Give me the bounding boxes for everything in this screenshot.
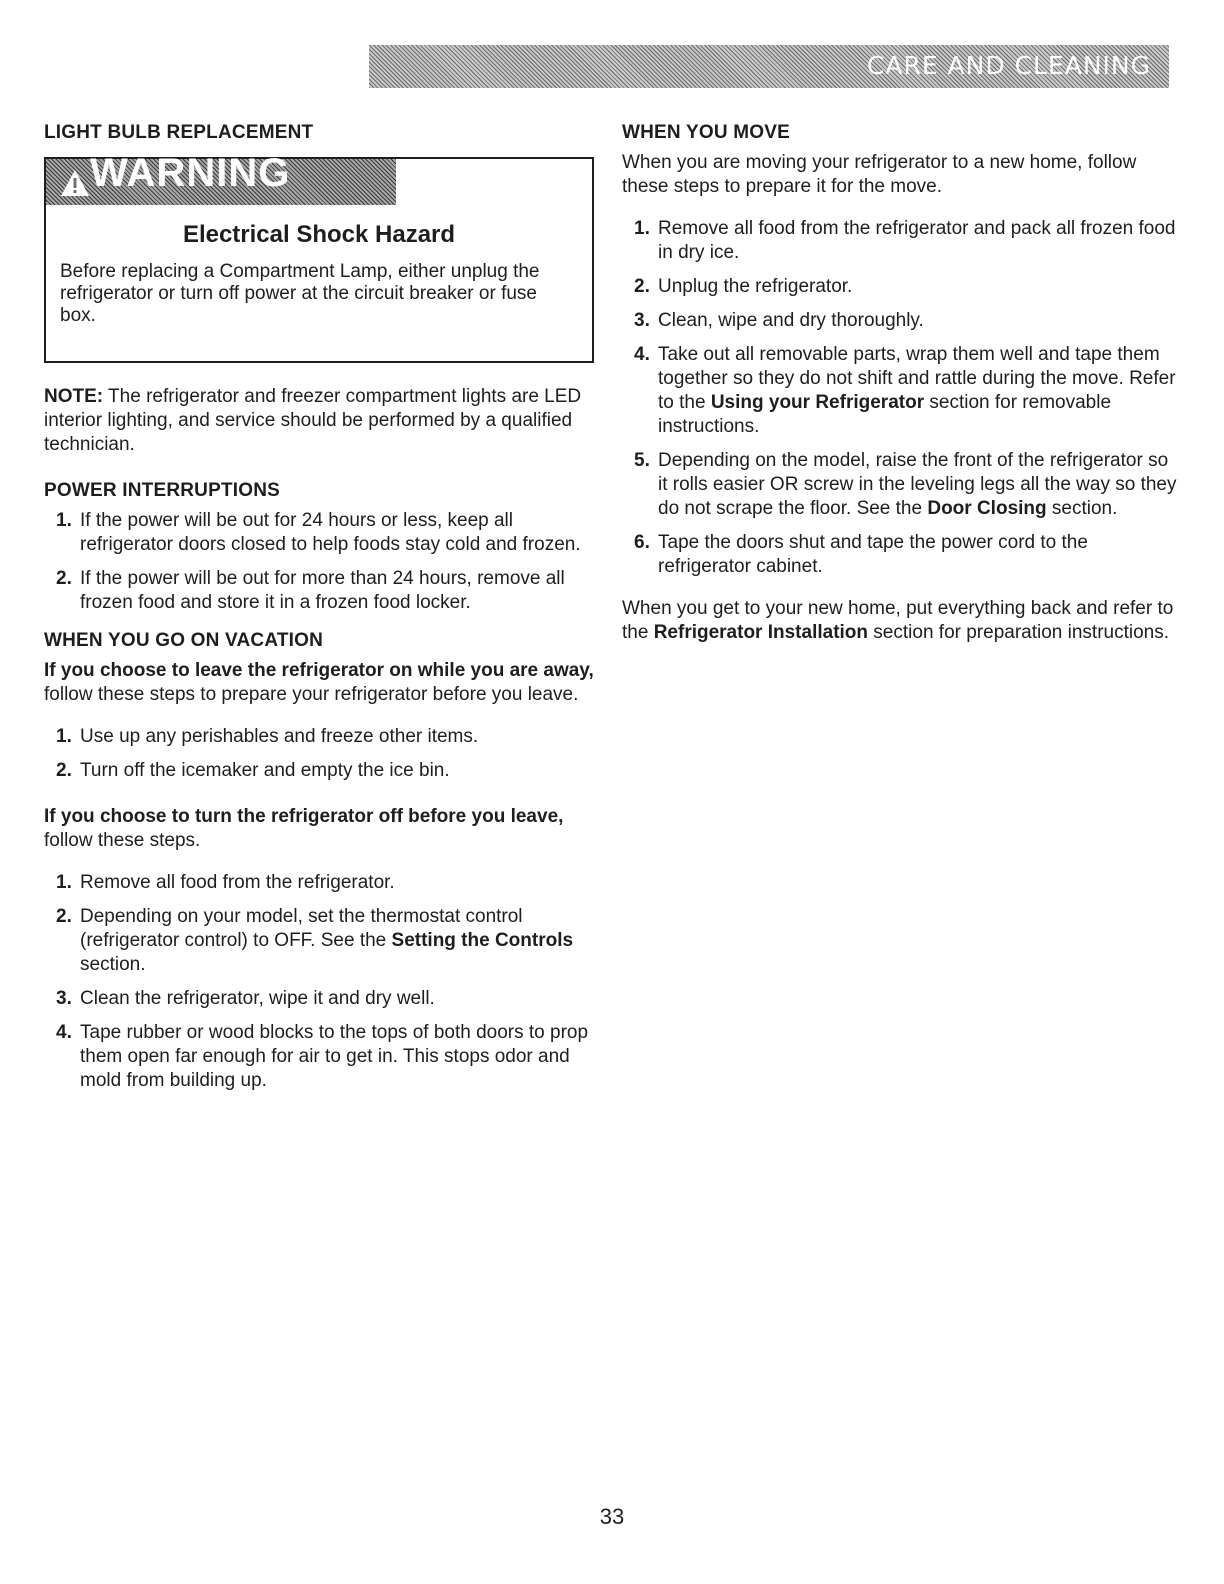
vacation-off-list [44, 871, 594, 1093]
vacation-off-lead-text: follow these steps. [44, 830, 201, 851]
warning-box [44, 151, 594, 363]
vacation-on-lead-text: follow these steps to prepare your refrigerator before you leave. [44, 684, 579, 705]
move-heading: WHEN YOU MOVE [622, 122, 790, 143]
item-text: Clean, wipe and dry thoroughly. [658, 310, 924, 331]
warning-triangle-icon [60, 169, 90, 197]
item-number: 3. [56, 988, 72, 1009]
move-intro: When you are moving your refrigerator to a new home, follow these steps to prepare it for the move. [622, 152, 1137, 197]
warning-header [46, 151, 396, 205]
item-reference: Using your Refrigerator [710, 392, 925, 413]
list-item [622, 449, 1182, 521]
vacation-heading: WHEN YOU GO ON VACATION [44, 630, 324, 651]
section-header-band [369, 45, 1169, 88]
item-text: Remove all food from the refrigerator. [80, 872, 395, 893]
left-column [44, 121, 594, 1103]
item-number: 1. [56, 872, 72, 893]
item-number: 2. [634, 276, 650, 297]
section-title: CARE AND CLEANING [866, 51, 1151, 80]
warning-label: WARNING [90, 151, 291, 195]
page-number: 33 [599, 1504, 625, 1529]
item-text: Use up any perishables and freeze other items. [80, 726, 479, 747]
outro-text: When you get to your new home, put everything back and refer to the [622, 598, 1174, 643]
light-bulb-heading: LIGHT BULB REPLACEMENT [44, 122, 314, 143]
right-column [622, 121, 1182, 645]
item-text: Remove all food from the refrigerator and pack all frozen food in dry ice. [658, 218, 1176, 263]
item-text: If the power will be out for 24 hours or less, keep all refrigerator doors closed to help foods stay cold and frozen. [80, 510, 581, 555]
item-number: 2. [56, 760, 72, 781]
list-item [44, 509, 594, 557]
item-reference: Door Closing [927, 498, 1047, 519]
hazard-text: Before replacing a Compartment Lamp, either unplug the refrigerator or turn off power at the circuit breaker or fuse box. [60, 261, 540, 326]
item-text: section for removable instructions. [658, 392, 1112, 437]
list-item [622, 275, 1182, 299]
list-item [44, 1021, 594, 1093]
item-text: If the power will be out for more than 24 hours, remove all frozen food and store it in a frozen food locker. [80, 568, 565, 613]
item-number: 1. [56, 726, 72, 747]
vacation-off-lead-bold: If you choose to turn the refrigerator off before you leave, [44, 806, 564, 827]
item-text: Tape the doors shut and tape the power cord to the refrigerator cabinet. [658, 532, 1088, 577]
vacation-on-list [44, 725, 594, 783]
vacation-off-lead [44, 805, 594, 853]
item-text: Take out all removable parts, wrap them well and tape them together so they do not shift and rattle during the move. Refer to the [658, 344, 1176, 413]
item-number: 5. [634, 450, 650, 471]
item-number: 1. [634, 218, 650, 239]
item-number: 1. [56, 510, 72, 531]
item-text: Depending on the model, raise the front of the refrigerator so it rolls easier OR screw in the leveling legs all the way so they do not scrape the floor. See the [658, 450, 1177, 519]
list-item [44, 871, 594, 895]
outro-text: section for preparation instructions. [868, 622, 1170, 643]
item-text: Unplug the refrigerator. [658, 276, 853, 297]
item-number: 6. [634, 532, 650, 553]
move-list [622, 217, 1182, 579]
item-text: Depending on your model, set the thermostat control (refrigerator control) to OFF. See the [80, 906, 523, 951]
list-item [622, 217, 1182, 265]
list-item [44, 567, 594, 615]
item-reference: Setting the Controls [391, 930, 574, 951]
item-number: 3. [634, 310, 650, 331]
outro-reference: Refrigerator Installation [653, 622, 869, 643]
note-paragraph [44, 385, 594, 457]
item-number: 4. [56, 1022, 72, 1043]
list-item [622, 309, 1182, 333]
item-number: 4. [634, 344, 650, 365]
vacation-on-lead-bold: If you choose to leave the refrigerator on while you are away, [44, 660, 594, 681]
list-item [44, 759, 594, 783]
note-label: NOTE: [44, 386, 104, 407]
move-outro [622, 597, 1182, 645]
list-item [44, 725, 594, 749]
item-number: 2. [56, 568, 72, 589]
list-item [622, 343, 1182, 439]
list-item [44, 987, 594, 1011]
item-text: section. [80, 954, 146, 975]
item-text: Clean the refrigerator, wipe it and dry well. [80, 988, 435, 1009]
note-text: The refrigerator and freezer compartment lights are LED interior lighting, and service should be performed by a qualified technician. [44, 386, 582, 455]
item-text: Tape rubber or wood blocks to the tops of both doors to prop them open far enough for air to get in. This stops odor and mold from building up. [80, 1022, 589, 1091]
power-heading: POWER INTERRUPTIONS [44, 480, 281, 501]
list-item [622, 531, 1182, 579]
item-number: 2. [56, 906, 72, 927]
hazard-title: Electrical Shock Hazard [182, 221, 456, 248]
item-text: section. [1046, 498, 1118, 519]
power-list [44, 509, 594, 615]
list-item [44, 905, 594, 977]
item-text: Turn off the icemaker and empty the ice bin. [80, 760, 450, 781]
vacation-on-lead [44, 659, 594, 707]
